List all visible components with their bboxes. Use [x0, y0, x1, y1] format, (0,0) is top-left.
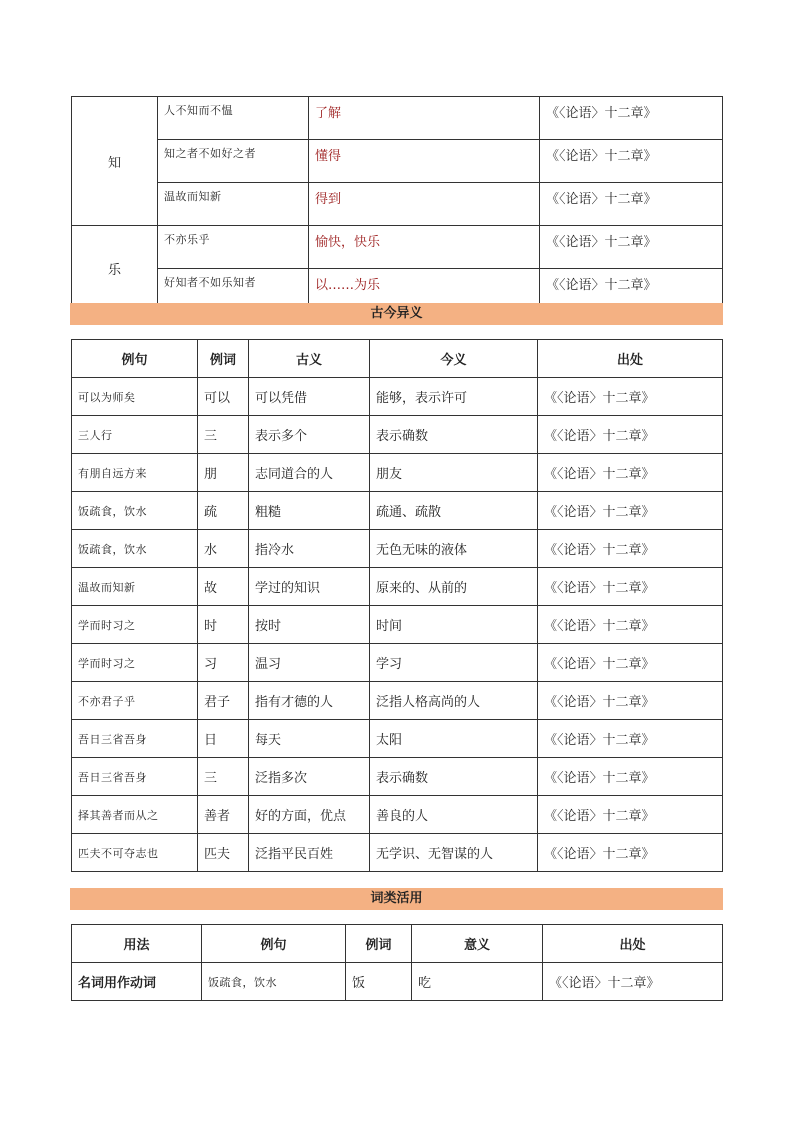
column-header: 例句: [202, 925, 346, 963]
table-row: [72, 644, 723, 682]
modern-meaning: 时间: [370, 606, 538, 644]
source: 《〈论语〉十二章》: [538, 796, 723, 834]
source: 《〈论语〉十二章》: [540, 97, 723, 140]
table-row: [72, 963, 723, 1001]
example-sentence: 匹夫不可夺志也: [72, 834, 198, 872]
modern-meaning: 能够，表示许可: [370, 378, 538, 416]
example-word: 故: [198, 568, 249, 606]
modern-meaning: 原来的、从前的: [370, 568, 538, 606]
table-row: [72, 530, 723, 568]
example-word: 三: [198, 758, 249, 796]
example-sentence: 人不知而不愠: [158, 97, 309, 140]
table-header-row: [72, 340, 723, 378]
column-header: 出处: [538, 340, 723, 378]
column-header: 例词: [198, 340, 249, 378]
table-row: [72, 378, 723, 416]
ancient-meaning: 粗糙: [249, 492, 370, 530]
modern-meaning: 泛指人格高尚的人: [370, 682, 538, 720]
table-row: [72, 834, 723, 872]
ancient-meaning: 指有才德的人: [249, 682, 370, 720]
example-sentence: 知之者不如好之者: [158, 140, 309, 183]
meaning: 愉快，快乐: [309, 226, 540, 269]
section-title-cilei: 词类活用: [70, 888, 723, 910]
example-word: 疏: [198, 492, 249, 530]
ancient-meaning: 泛指平民百姓: [249, 834, 370, 872]
table-row: [72, 492, 723, 530]
source: 《〈论语〉十二章》: [540, 226, 723, 269]
headword: 乐: [72, 226, 158, 312]
table-row: [72, 416, 723, 454]
source: 《〈论语〉十二章》: [540, 269, 723, 312]
example-word: 三: [198, 416, 249, 454]
source: 《〈论语〉十二章》: [538, 682, 723, 720]
ancient-meaning: 温习: [249, 644, 370, 682]
ancient-meaning: 志同道合的人: [249, 454, 370, 492]
table-row: [72, 454, 723, 492]
example-word: 饭: [346, 963, 412, 1001]
example-sentence: 不亦乐乎: [158, 226, 309, 269]
meaning: 得到: [309, 183, 540, 226]
table-row: [72, 140, 723, 183]
source: 《〈论语〉十二章》: [538, 720, 723, 758]
section-title-gujin: 古今异义: [70, 303, 723, 325]
modern-meaning: 学习: [370, 644, 538, 682]
column-header: 用法: [72, 925, 202, 963]
modern-meaning: 太阳: [370, 720, 538, 758]
table-row: [72, 758, 723, 796]
source: 《〈论语〉十二章》: [538, 644, 723, 682]
meaning: 懂得: [309, 140, 540, 183]
column-header: 意义: [412, 925, 543, 963]
example-sentence: 学而时习之: [72, 606, 198, 644]
ancient-meaning: 指冷水: [249, 530, 370, 568]
meaning: 了解: [309, 97, 540, 140]
meaning: 以……为乐: [309, 269, 540, 312]
column-header: 今义: [370, 340, 538, 378]
modern-meaning: 表示确数: [370, 416, 538, 454]
source: 《〈论语〉十二章》: [540, 183, 723, 226]
example-sentence: 吾日三省吾身: [72, 758, 198, 796]
example-sentence: 三人行: [72, 416, 198, 454]
example-sentence: 学而时习之: [72, 644, 198, 682]
source: 《〈论语〉十二章》: [538, 492, 723, 530]
example-sentence: 吾日三省吾身: [72, 720, 198, 758]
table-row: [72, 720, 723, 758]
ancient-meaning: 好的方面，优点: [249, 796, 370, 834]
ancient-meaning: 每天: [249, 720, 370, 758]
example-word: 善者: [198, 796, 249, 834]
usage-type: 名词用作动词: [72, 963, 202, 1001]
ancient-meaning: 可以凭借: [249, 378, 370, 416]
table-row: [72, 568, 723, 606]
source: 《〈论语〉十二章》: [538, 416, 723, 454]
example-sentence: 好知者不如乐知者: [158, 269, 309, 312]
example-word: 水: [198, 530, 249, 568]
ancient-meaning: 学过的知识: [249, 568, 370, 606]
example-sentence: 温故而知新: [158, 183, 309, 226]
modern-meaning: 无学识、无智谋的人: [370, 834, 538, 872]
meaning: 吃: [412, 963, 543, 1001]
example-sentence: 饭疏食，饮水: [202, 963, 346, 1001]
example-sentence: 不亦君子乎: [72, 682, 198, 720]
table-row: [72, 606, 723, 644]
modern-meaning: 无色无味的液体: [370, 530, 538, 568]
example-sentence: 饭疏食，饮水: [72, 492, 198, 530]
source: 《〈论语〉十二章》: [538, 378, 723, 416]
modern-meaning: 朋友: [370, 454, 538, 492]
example-word: 可以: [198, 378, 249, 416]
example-word: 时: [198, 606, 249, 644]
column-header: 出处: [543, 925, 723, 963]
source: 《〈论语〉十二章》: [538, 606, 723, 644]
table-row: [72, 183, 723, 226]
example-word: 习: [198, 644, 249, 682]
column-header: 例句: [72, 340, 198, 378]
ancient-modern-meaning-table: [71, 339, 723, 872]
example-sentence: 可以为师矣: [72, 378, 198, 416]
example-sentence: 有朋自远方来: [72, 454, 198, 492]
source: 《〈论语〉十二章》: [538, 530, 723, 568]
ancient-meaning: 泛指多次: [249, 758, 370, 796]
column-header: 例词: [346, 925, 412, 963]
table-row: [72, 97, 723, 140]
example-word: 匹夫: [198, 834, 249, 872]
example-sentence: 择其善者而从之: [72, 796, 198, 834]
example-word: 朋: [198, 454, 249, 492]
source: 《〈论语〉十二章》: [538, 568, 723, 606]
source: 《〈论语〉十二章》: [543, 963, 723, 1001]
modern-meaning: 疏通、疏散: [370, 492, 538, 530]
modern-meaning: 表示确数: [370, 758, 538, 796]
table-row: [72, 226, 723, 269]
table-row: [72, 796, 723, 834]
example-sentence: 饭疏食，饮水: [72, 530, 198, 568]
ancient-meaning: 表示多个: [249, 416, 370, 454]
table-header-row: [72, 925, 723, 963]
headword: 知: [72, 97, 158, 226]
source: 《〈论语〉十二章》: [538, 454, 723, 492]
word-class-usage-table: [71, 924, 723, 1001]
source: 《〈论语〉十二章》: [538, 834, 723, 872]
ancient-meaning: 按时: [249, 606, 370, 644]
example-word: 君子: [198, 682, 249, 720]
modern-meaning: 善良的人: [370, 796, 538, 834]
table-row: [72, 682, 723, 720]
example-word: 日: [198, 720, 249, 758]
source: 《〈论语〉十二章》: [538, 758, 723, 796]
example-sentence: 温故而知新: [72, 568, 198, 606]
source: 《〈论语〉十二章》: [540, 140, 723, 183]
column-header: 古义: [249, 340, 370, 378]
polysemy-table: [71, 96, 723, 312]
